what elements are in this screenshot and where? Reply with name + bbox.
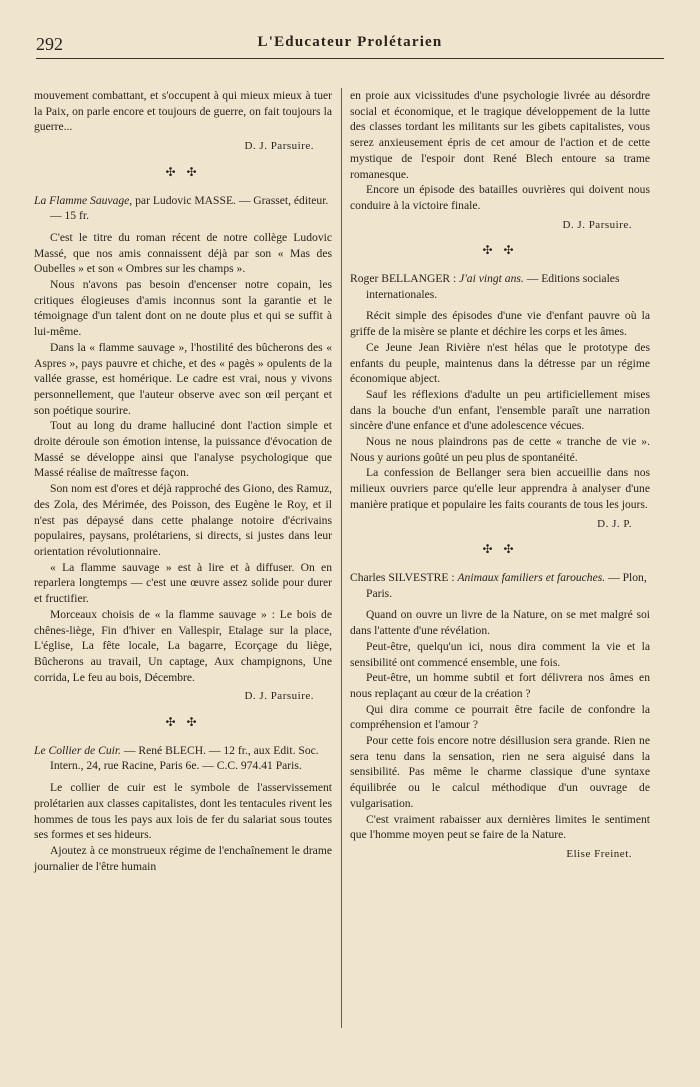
section-separator: ✣ ✣ [165, 715, 201, 730]
paragraph: Quand on ouvre un livre de la Nature, on se met malgré soi dans l'attente d'une révélation. [350, 608, 650, 638]
book-title: La Flamme Sauvage, [34, 193, 133, 207]
book-meta: — Plon, Paris. [366, 570, 647, 600]
column-divider [341, 88, 342, 1028]
signature: D. J. Parsuire. [562, 218, 632, 231]
section-separator: ✣ ✣ [482, 243, 518, 258]
book-title: Le Collier de Cuir. [34, 743, 121, 757]
paragraph: Qui dira comme ce pourrait être facile de confondre la compréhension et l'amour ? [350, 702, 650, 732]
paragraph: Tout au long du drame halluciné dont l'action simple et droite déroule son émotion intense, la puissance d'évocation de Massé se développe ainsi que l'analyse psychologique que Massé réalise de maîtresse façon. [34, 419, 332, 480]
section-separator: ✣ ✣ [482, 542, 518, 557]
book-title: J'ai vingt ans. [459, 272, 524, 286]
signature: D. J. Parsuire. [244, 690, 314, 703]
paragraph: C'est vraiment rabaisser aux dernières limites le sentiment que l'homme moyen peut se faire de la Nature. [350, 812, 650, 842]
paragraph: Peut-être, quelqu'un ici, nous dira comment la vie et la sensibilité ont commencé ensemble, une fois. [350, 639, 650, 669]
page-number: 292 [36, 34, 63, 54]
book-title: Animaux familiers et farouches. [457, 570, 606, 584]
paragraph: en proie aux vicissitudes d'une psychologie livrée au désordre social et économique, et le tragique développement de la lutte des classes tordant les militants sur les gibets capitalistes, vous serez anxieusement épris de cet amour de l'action et de cette mystique de l'espoir dont René Blech entoure sa trame romanesque. [350, 89, 650, 181]
section-separator: ✣ ✣ [165, 164, 201, 179]
paragraph: C'est le titre du roman récent de notre collège Ludovic Massé, que nos amis connaissent déjà par son « Mas des Oubelles » et son « Ombres sur les champs ». [34, 230, 332, 276]
signature: D. J. P. [597, 517, 632, 530]
paragraph: Récit simple des épisodes d'une vie d'enfant pauvre où la griffe de la misère se plante et déchire les corps et les âmes. [350, 309, 650, 339]
right-column [350, 88, 650, 863]
paragraph: Ajoutez à ce monstrueux régime de l'enchaînement le drame journalier de l'être humain [34, 843, 332, 873]
paragraph: Peut-être, un homme subtil et fort délivrera nos âmes en nous replaçant au cœur de la création ? [350, 671, 650, 700]
signature: Elise Freinet. [566, 847, 632, 860]
book-author: Charles SILVESTRE : [350, 570, 455, 584]
book-author: Roger BELLANGER : [350, 272, 457, 286]
paragraph: « La flamme sauvage » est à lire et à diffuser. On en reparlera longtemps — c'est une œuvre assez solide pour durer et fructifier. [34, 560, 332, 606]
paragraph: La confession de Bellanger sera bien accueillie dans nos milieux ouvriers parce qu'elle leur apprendra à analyser d'une manière pratique et populaire les faits courants de tous les jours. [350, 466, 650, 511]
review-heading [350, 271, 650, 302]
paragraph: Dans la « flamme sauvage », l'hostilité des bûcherons des « Aspres », pays pauvre et chiche, et des « pagès » opulents de la vallée grasse, est homérique. Le cadre est vrai, nous y vivons personnellement, que l'auteur observe avec son œil perçant et son poétique sourire. [34, 340, 332, 417]
paragraph: Pour cette fois encore notre désillusion sera grande. Rien ne sera tenu dans la sensation, rien ne sera aiguisé dans la sensibilité. Pas même le charme classique d'une syntaxe équilibrée ou le calcul méthodique d'un ouvrage de vulgarisation. [350, 734, 650, 810]
paragraph: mouvement combattant, et s'occupent à qui mieux mieux à tuer la Paix, on parle encore et toujours de guerre, on fait toujours la guerre... [34, 89, 332, 134]
book-meta: par Ludovic MASSE. — Grasset, éditeur. — 15 fr. [50, 193, 329, 223]
left-column [34, 88, 332, 874]
paragraph: Son nom est d'ores et déjà rapproché des Giono, des Ramuz, des Zola, des Mérimée, des Poisson, des Eugène le Roy, et il n'est pas dépaysé dans cette phalange notoire d'écrivains populaires, paysans, prolétariens, si directs, si justes dans leur orientation révolutionnaire. [34, 482, 332, 558]
paragraph: Nous ne nous plaindrons pas de cette « tranche de vie ». Nous y aurions goûté un peu plus de spontanéité. [350, 435, 650, 464]
header-rule [36, 58, 664, 59]
review-heading [34, 743, 332, 774]
book-meta: — Editions sociales internationales. [366, 272, 620, 301]
review-heading [34, 193, 332, 224]
paragraph: Encore un épisode des batailles ouvrières qui doivent nous conduire à la victoire finale. [350, 183, 650, 212]
page-header [36, 32, 664, 56]
paragraph: Sauf les réflexions d'adulte un peu artificiellement mises dans la bouche d'un enfant, l'ensemble paraît une narration sincère d'une enfance et d'une adolescence vécues. [350, 387, 650, 433]
paragraph: Morceaux choisis de « la flamme sauvage » : Le bois de chênes-liège, Fin d'hiver en Vallespir, Etalage sur la place, L'église, La fête locale, La bagarre, Ecorçage du liège, Bûcherons au travail, Un captage, Aux champignons, Une corrida, Le feu au bois, Décembre. [34, 607, 332, 684]
running-title: L'Educateur Prolétarien [257, 34, 443, 50]
review-heading [350, 570, 650, 601]
paragraph: Ce Jeune Jean Rivière n'est hélas que le prototype des enfants du peuple, maintenus dans la détresse par un régime économique abject. [350, 340, 650, 386]
paragraph: Nous n'avons pas besoin d'encenser notre copain, les critiques élogieuses d'amis inconnus sont la garantie et le témoignage d'un talent dont on ne doute plus et qui se suffit à lui-même. [34, 278, 332, 339]
paragraph: Le collier de cuir est le symbole de l'asservissement prolétarien aux classes capitalistes, dont les tentacules rivent les hommes de tous les pays aux lois de fer du salariat sous toutes ses formes et ses hideurs. [34, 781, 332, 842]
book-meta: — René BLECH. — 12 fr., aux Edit. Soc. Intern., 24, rue Racine, Paris 6e. — C.C. 974.41 Paris. [50, 743, 319, 773]
signature: D. J. Parsuire. [244, 140, 314, 153]
